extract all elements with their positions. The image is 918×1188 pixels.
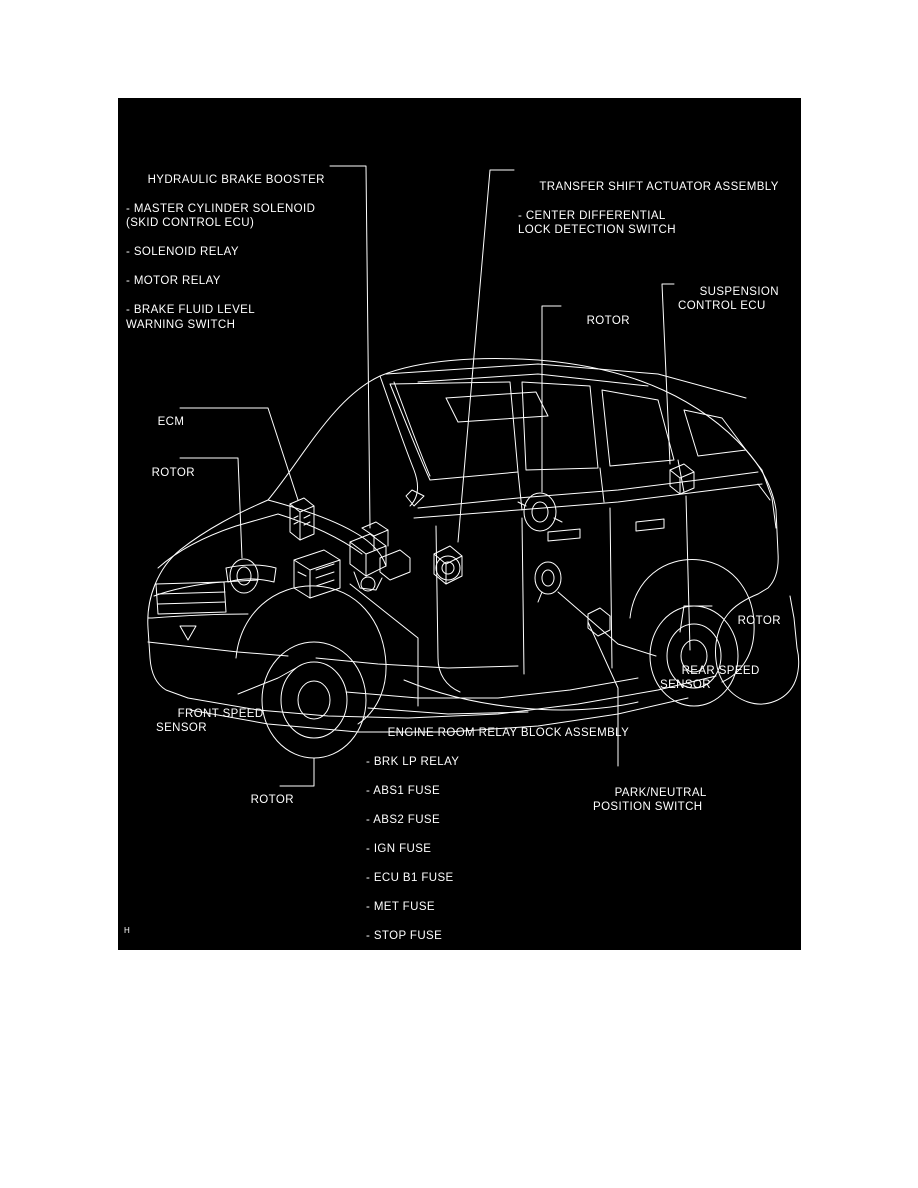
label-text-rotor-rear-right: ROTOR <box>737 614 781 627</box>
label-rotor-front-upper <box>130 451 195 495</box>
label-text-suspension-control-ecu: SUSPENSION CONTROL ECU <box>678 285 779 312</box>
label-text-rear-speed-sensor: REAR SPEED SENSOR <box>660 664 760 691</box>
label-text-hydraulic-brake-booster: HYDRAULIC BRAKE BOOSTER - MASTER CYLINDER SOLENOID (SKID CONTROL ECU) - SOLENOID RELAY - MOTOR RELAY - BRAKE FLUID LEVEL WARNING SWITCH <box>126 173 325 331</box>
label-engine-room-relay-block <box>366 711 629 950</box>
label-text-rotor-front-upper: ROTOR <box>151 466 195 479</box>
label-transfer-shift-actuator <box>518 165 779 252</box>
label-front-speed-sensor <box>156 692 264 750</box>
label-text-ecm: ECM <box>157 415 185 428</box>
label-text-park-neutral-position-switch: PARK/NEUTRAL POSITION SWITCH <box>593 786 707 813</box>
label-rotor-rear-upper <box>565 299 630 343</box>
label-rear-speed-sensor <box>660 649 760 707</box>
label-text-engine-room-relay-block: ENGINE ROOM RELAY BLOCK ASSEMBLY - BRK LP RELAY - ABS1 FUSE - ABS2 FUSE - IGN FUSE - ECU B1 FUSE - MET FUSE - STOP FUSE <box>366 726 630 942</box>
label-ecm <box>136 400 184 444</box>
label-text-transfer-shift-actuator: TRANSFER SHIFT ACTUATOR ASSEMBLY - CENTER DIFFERENTIAL LOCK DETECTION SWITCH <box>518 180 779 236</box>
label-text-rotor-front-lower: ROTOR <box>250 793 294 806</box>
figure-corner-mark: H <box>124 926 131 935</box>
diagram-figure <box>118 98 801 950</box>
label-rotor-front-lower <box>229 778 294 822</box>
label-text-rotor-rear-upper: ROTOR <box>586 314 630 327</box>
label-park-neutral-position-switch <box>593 771 707 829</box>
label-hydraulic-brake-booster <box>126 158 325 347</box>
label-rotor-rear-right <box>716 599 781 643</box>
label-suspension-control-ecu <box>678 270 779 328</box>
label-text-front-speed-sensor: FRONT SPEED SENSOR <box>156 707 264 734</box>
